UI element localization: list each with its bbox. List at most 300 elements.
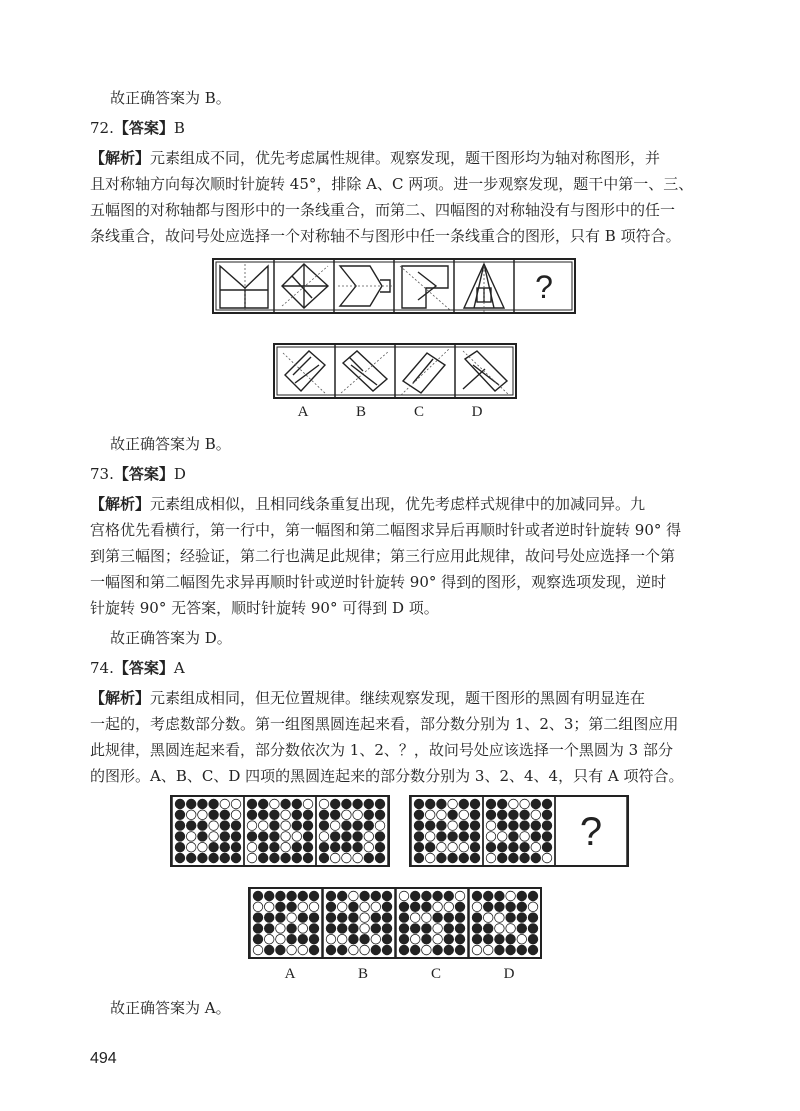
- black-circle: [258, 853, 268, 863]
- explanation-72-line-3: 五幅图的对称轴都与图形中的一条线重合，而第二、四幅图的对称轴没有与图形中的任一: [90, 201, 676, 219]
- group-2-panel-2: [483, 796, 555, 866]
- black-circle: [276, 891, 286, 901]
- black-circle: [528, 913, 538, 923]
- black-circle: [292, 810, 302, 820]
- black-circle: [253, 891, 263, 901]
- figure-72-question-row: [212, 258, 576, 314]
- white-circle: [342, 853, 352, 863]
- black-circle: [509, 821, 519, 831]
- black-circle: [470, 810, 480, 820]
- black-circle: [414, 853, 424, 863]
- black-circle: [253, 913, 263, 923]
- explanation-74-line-2: 一起的，考虑数部分数。第一组图黑圆连起来看，部分数分别为 1、2、3；第二组图应用: [90, 715, 679, 733]
- white-circle: [509, 799, 519, 809]
- explanation-74-line-1: 【解析】元素组成相同，但无位置规律。继续观察发现，题干图形的黑圆有明显连在: [90, 689, 646, 707]
- black-circle: [410, 924, 420, 934]
- option-label-b: B: [357, 966, 368, 982]
- explanation-72-line-1: 【解析】元素组成不同，优先考虑属性规律。观察发现，题干图形均为轴对称图形，并: [90, 149, 661, 167]
- black-circle: [495, 902, 505, 912]
- white-circle: [330, 853, 340, 863]
- white-circle: [399, 891, 409, 901]
- black-circle: [410, 945, 420, 955]
- black-circle: [349, 902, 359, 912]
- black-circle: [360, 934, 370, 944]
- black-circle: [258, 842, 268, 852]
- black-circle: [303, 810, 313, 820]
- black-circle: [470, 799, 480, 809]
- black-circle: [517, 945, 527, 955]
- black-circle: [264, 945, 274, 955]
- white-circle: [309, 902, 319, 912]
- option-b-panel: [323, 888, 395, 958]
- black-circle: [303, 853, 313, 863]
- answer-letter: D: [173, 465, 186, 483]
- black-circle: [509, 810, 519, 820]
- black-circle: [433, 891, 443, 901]
- white-circle: [506, 924, 516, 934]
- black-circle: [483, 934, 493, 944]
- white-circle: [528, 902, 538, 912]
- white-circle: [220, 799, 230, 809]
- white-circle: [364, 842, 374, 852]
- white-circle: [276, 924, 286, 934]
- white-circle: [330, 821, 340, 831]
- white-circle: [349, 945, 359, 955]
- black-circle: [459, 799, 469, 809]
- white-circle: [495, 913, 505, 923]
- white-circle: [486, 821, 496, 831]
- black-circle: [375, 853, 385, 863]
- question-mark: ?: [535, 269, 553, 305]
- option-label-c: C: [413, 404, 424, 420]
- black-circle: [486, 799, 496, 809]
- black-circle: [422, 924, 432, 934]
- black-circle: [220, 842, 230, 852]
- black-circle: [292, 853, 302, 863]
- white-circle: [371, 902, 381, 912]
- white-circle: [422, 913, 432, 923]
- black-circle: [326, 913, 336, 923]
- white-circle: [433, 934, 443, 944]
- black-circle: [433, 945, 443, 955]
- black-circle: [375, 810, 385, 820]
- black-circle: [422, 902, 432, 912]
- black-circle: [309, 924, 319, 934]
- black-circle: [353, 821, 363, 831]
- black-circle: [186, 799, 196, 809]
- black-circle: [472, 891, 482, 901]
- black-circle: [425, 842, 435, 852]
- black-circle: [303, 832, 313, 842]
- black-circle: [382, 902, 392, 912]
- black-circle: [399, 902, 409, 912]
- black-circle: [497, 810, 507, 820]
- black-circle: [382, 945, 392, 955]
- black-circle: [258, 832, 268, 842]
- black-circle: [455, 902, 465, 912]
- black-circle: [330, 799, 340, 809]
- explanation-72-line-2: 且对称轴方向每次顺时针旋转 45°，排除 A、C 两项。进一步观察发现，题干中第一、三、: [90, 175, 694, 193]
- white-circle: [253, 902, 263, 912]
- option-label-d: D: [471, 404, 483, 420]
- white-circle: [371, 934, 381, 944]
- white-circle: [410, 934, 420, 944]
- black-circle: [472, 924, 482, 934]
- black-circle: [542, 821, 552, 831]
- black-circle: [337, 891, 347, 901]
- white-circle: [287, 913, 297, 923]
- black-circle: [495, 891, 505, 901]
- black-circle: [247, 799, 257, 809]
- black-circle: [444, 924, 454, 934]
- group-1-panel-1: [172, 796, 244, 866]
- black-circle: [281, 853, 291, 863]
- black-circle: [326, 924, 336, 934]
- black-circle: [209, 810, 219, 820]
- white-circle: [281, 842, 291, 852]
- black-circle: [497, 853, 507, 863]
- white-circle: [520, 832, 530, 842]
- black-circle: [470, 821, 480, 831]
- black-circle: [287, 891, 297, 901]
- black-circle: [231, 842, 241, 852]
- black-circle: [175, 821, 185, 831]
- black-circle: [448, 832, 458, 842]
- white-circle: [264, 934, 274, 944]
- black-circle: [497, 799, 507, 809]
- black-circle: [399, 924, 409, 934]
- option-label-c: C: [430, 966, 441, 982]
- black-circle: [264, 891, 274, 901]
- black-circle: [309, 945, 319, 955]
- black-circle: [319, 853, 329, 863]
- white-circle: [326, 934, 336, 944]
- black-circle: [531, 853, 541, 863]
- black-circle: [517, 924, 527, 934]
- white-circle: [433, 924, 443, 934]
- black-circle: [399, 913, 409, 923]
- answer-letter: B: [173, 119, 185, 137]
- black-circle: [455, 924, 465, 934]
- black-circle: [353, 799, 363, 809]
- white-circle: [186, 832, 196, 842]
- black-circle: [425, 821, 435, 831]
- black-circle: [276, 913, 286, 923]
- white-circle: [531, 810, 541, 820]
- white-circle: [360, 924, 370, 934]
- white-circle: [459, 810, 469, 820]
- black-circle: [342, 821, 352, 831]
- final-answer-74: 故正确答案为 A。: [110, 999, 231, 1017]
- option-label-b: B: [355, 404, 366, 420]
- black-circle: [422, 934, 432, 944]
- black-circle: [459, 832, 469, 842]
- black-circle: [276, 945, 286, 955]
- white-circle: [444, 902, 454, 912]
- explanation-73-line-5: 针旋转 90° 无答案，顺时针旋转 90° 可得到 D 项。: [90, 599, 439, 617]
- white-circle: [410, 913, 420, 923]
- black-circle: [253, 924, 263, 934]
- black-circle: [337, 924, 347, 934]
- option-d-panel: [469, 888, 541, 958]
- black-circle: [337, 945, 347, 955]
- black-circle: [448, 810, 458, 820]
- black-circle: [303, 842, 313, 852]
- black-circle: [270, 842, 280, 852]
- white-circle: [364, 832, 374, 842]
- black-circle: [382, 891, 392, 901]
- answer-letter: A: [173, 659, 185, 677]
- black-circle: [258, 810, 268, 820]
- white-circle: [298, 924, 308, 934]
- black-circle: [364, 810, 374, 820]
- black-circle: [349, 913, 359, 923]
- final-answer-73: 故正确答案为 D。: [110, 629, 232, 647]
- black-circle: [483, 902, 493, 912]
- black-circle: [414, 821, 424, 831]
- white-circle: [292, 832, 302, 842]
- black-circle: [517, 913, 527, 923]
- black-circle: [209, 842, 219, 852]
- answer-heading-74: 74.【答案】A: [90, 659, 185, 677]
- white-circle: [281, 832, 291, 842]
- white-circle: [455, 891, 465, 901]
- black-circle: [444, 913, 454, 923]
- white-circle: [437, 842, 447, 852]
- white-circle: [281, 810, 291, 820]
- explanation-73-line-3: 到第三幅图；经验证，第二行也满足此规律；第三行应用此规律，故问号处应选择一个第: [90, 547, 676, 565]
- black-circle: [371, 891, 381, 901]
- figure-72-options-row: [273, 343, 517, 399]
- white-circle: [425, 810, 435, 820]
- option-label-a: A: [297, 404, 309, 420]
- black-circle: [220, 832, 230, 842]
- black-circle: [528, 934, 538, 944]
- black-circle: [455, 913, 465, 923]
- black-circle: [220, 821, 230, 831]
- white-circle: [270, 799, 280, 809]
- black-circle: [531, 821, 541, 831]
- white-circle: [264, 902, 274, 912]
- black-circle: [264, 913, 274, 923]
- white-circle: [448, 821, 458, 831]
- black-circle: [483, 891, 493, 901]
- white-circle: [375, 821, 385, 831]
- figure-74-options-row: [248, 887, 542, 959]
- black-circle: [186, 821, 196, 831]
- group-2-panel-1: [411, 796, 483, 866]
- black-circle: [319, 810, 329, 820]
- black-circle: [175, 853, 185, 863]
- option-label-d: D: [503, 966, 515, 982]
- black-circle: [270, 821, 280, 831]
- figure-74-question-row: [170, 795, 630, 867]
- white-circle: [425, 832, 435, 842]
- final-answer-71: 故正确答案为 B。: [110, 89, 231, 107]
- black-circle: [287, 902, 297, 912]
- white-circle: [353, 853, 363, 863]
- white-circle: [437, 810, 447, 820]
- white-circle: [459, 842, 469, 852]
- black-circle: [495, 945, 505, 955]
- white-circle: [319, 832, 329, 842]
- explanation-73-line-2: 宫格优先看横行，第一行中，第一幅图和第二幅图求异后再顺时针或者逆时针旋转 90° 得: [90, 521, 682, 539]
- black-circle: [486, 810, 496, 820]
- black-circle: [520, 821, 530, 831]
- black-circle: [444, 934, 454, 944]
- black-circle: [371, 924, 381, 934]
- white-circle: [520, 799, 530, 809]
- black-circle: [326, 945, 336, 955]
- black-circle: [483, 924, 493, 934]
- white-circle: [298, 945, 308, 955]
- black-circle: [506, 913, 516, 923]
- black-circle: [353, 842, 363, 852]
- black-circle: [531, 799, 541, 809]
- black-circle: [337, 913, 347, 923]
- black-circle: [459, 853, 469, 863]
- black-circle: [258, 799, 268, 809]
- black-circle: [371, 913, 381, 923]
- black-circle: [472, 913, 482, 923]
- black-circle: [175, 842, 185, 852]
- white-circle: [531, 842, 541, 852]
- question-mark: ?: [579, 810, 603, 854]
- white-circle: [360, 945, 370, 955]
- black-circle: [220, 853, 230, 863]
- white-circle: [258, 821, 268, 831]
- black-circle: [270, 832, 280, 842]
- black-circle: [287, 924, 297, 934]
- black-circle: [198, 832, 208, 842]
- black-circle: [298, 913, 308, 923]
- black-circle: [281, 799, 291, 809]
- black-circle: [455, 934, 465, 944]
- black-circle: [287, 934, 297, 944]
- black-circle: [422, 891, 432, 901]
- answer-heading-72: 72.【答案】B: [90, 119, 185, 137]
- white-circle: [337, 902, 347, 912]
- black-circle: [414, 810, 424, 820]
- black-circle: [410, 891, 420, 901]
- white-circle: [448, 842, 458, 852]
- black-circle: [375, 799, 385, 809]
- black-circle: [528, 924, 538, 934]
- white-circle: [209, 821, 219, 831]
- page-number: 494: [90, 1050, 117, 1067]
- black-circle: [220, 810, 230, 820]
- black-circle: [342, 799, 352, 809]
- black-circle: [414, 842, 424, 852]
- black-circle: [309, 891, 319, 901]
- black-circle: [330, 810, 340, 820]
- black-circle: [209, 799, 219, 809]
- black-circle: [506, 902, 516, 912]
- white-circle: [287, 945, 297, 955]
- black-circle: [399, 934, 409, 944]
- black-circle: [382, 913, 392, 923]
- black-circle: [437, 832, 447, 842]
- black-circle: [186, 853, 196, 863]
- black-circle: [470, 853, 480, 863]
- black-circle: [360, 891, 370, 901]
- black-circle: [198, 821, 208, 831]
- black-circle: [414, 799, 424, 809]
- black-circle: [497, 821, 507, 831]
- black-circle: [231, 832, 241, 842]
- white-circle: [303, 799, 313, 809]
- black-circle: [264, 924, 274, 934]
- white-circle: [342, 810, 352, 820]
- black-circle: [542, 810, 552, 820]
- black-circle: [517, 891, 527, 901]
- black-circle: [303, 821, 313, 831]
- black-circle: [364, 821, 374, 831]
- black-circle: [382, 924, 392, 934]
- black-circle: [448, 853, 458, 863]
- white-circle: [486, 832, 496, 842]
- black-circle: [444, 891, 454, 901]
- black-circle: [253, 934, 263, 944]
- white-circle: [231, 810, 241, 820]
- black-circle: [298, 891, 308, 901]
- white-circle: [281, 821, 291, 831]
- black-circle: [309, 913, 319, 923]
- black-circle: [330, 832, 340, 842]
- black-circle: [444, 945, 454, 955]
- black-circle: [410, 902, 420, 912]
- black-circle: [231, 821, 241, 831]
- black-circle: [437, 821, 447, 831]
- white-circle: [483, 945, 493, 955]
- white-circle: [472, 902, 482, 912]
- black-circle: [509, 842, 519, 852]
- explanation-73-line-1: 【解析】元素组成相似，且相同线条重复出现，优先考虑样式规律中的加减同异。九: [90, 495, 646, 513]
- black-circle: [175, 810, 185, 820]
- white-circle: [186, 810, 196, 820]
- white-circle: [349, 891, 359, 901]
- option-label-a: A: [284, 966, 296, 982]
- black-circle: [326, 891, 336, 901]
- black-circle: [231, 853, 241, 863]
- group-1-panel-3: [316, 796, 388, 866]
- black-circle: [371, 945, 381, 955]
- black-circle: [326, 902, 336, 912]
- black-circle: [542, 842, 552, 852]
- black-circle: [517, 902, 527, 912]
- white-circle: [360, 902, 370, 912]
- black-circle: [309, 934, 319, 944]
- black-circle: [433, 913, 443, 923]
- black-circle: [247, 810, 257, 820]
- black-circle: [399, 945, 409, 955]
- final-answer-72: 故正确答案为 B。: [110, 435, 231, 453]
- black-circle: [276, 902, 286, 912]
- question-number: 72.: [90, 119, 114, 137]
- black-circle: [342, 842, 352, 852]
- black-circle: [375, 832, 385, 842]
- black-circle: [528, 945, 538, 955]
- white-circle: [198, 810, 208, 820]
- white-circle: [253, 945, 263, 955]
- black-circle: [270, 810, 280, 820]
- white-circle: [198, 842, 208, 852]
- white-circle: [495, 924, 505, 934]
- black-circle: [470, 842, 480, 852]
- white-circle: [542, 853, 552, 863]
- black-circle: [520, 842, 530, 852]
- black-circle: [364, 853, 374, 863]
